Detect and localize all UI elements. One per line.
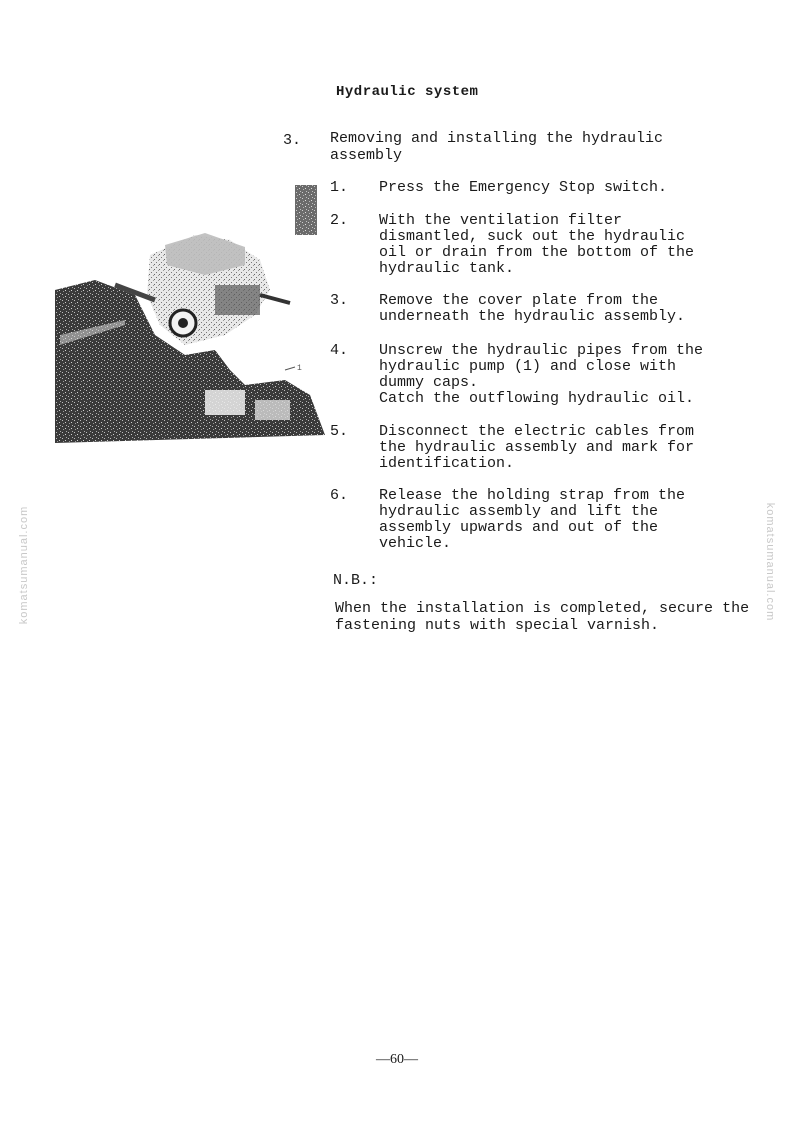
step-number: 1. bbox=[330, 179, 349, 196]
page-number: —60— bbox=[376, 1052, 418, 1067]
step-text: With the ventilation filter dismantled, suck out the hydraulic oil or drain from the bottom of the hydraulic tank. bbox=[379, 212, 695, 277]
step-number: 3. bbox=[330, 292, 349, 309]
heading-number: 3. bbox=[283, 132, 302, 149]
step-number: 4. bbox=[330, 342, 349, 359]
watermark-right: komatsumanual.com bbox=[764, 502, 776, 622]
hydraulic-assembly-photo bbox=[55, 185, 345, 445]
note-label: N.B.: bbox=[333, 572, 379, 589]
note-text: When the installation is completed, secure the fastening nuts with special varnish. bbox=[335, 600, 750, 634]
step-text: Release the holding strap from the hydraulic assembly and lift the assembly upwards and out of the vehicle. bbox=[379, 487, 686, 552]
section-title: Hydraulic system bbox=[336, 84, 479, 100]
step-number: 5. bbox=[330, 423, 349, 440]
step-text: Remove the cover plate from the underneath the hydraulic assembly. bbox=[379, 292, 686, 325]
step-number: 6. bbox=[330, 487, 349, 504]
watermark-left: komatsumanual.com bbox=[18, 505, 30, 625]
heading-text: Removing and installing the hydraulic assembly bbox=[330, 130, 664, 164]
step-text: Press the Emergency Stop switch. bbox=[379, 179, 668, 196]
step-number: 2. bbox=[330, 212, 349, 229]
step-text: Disconnect the electric cables from the hydraulic assembly and mark for identification. bbox=[379, 423, 695, 472]
photo-callout-label: 1 bbox=[297, 364, 302, 373]
step-text: Unscrew the hydraulic pipes from the hydraulic pump (1) and close with dummy caps. Catch the outflowing hydraulic oil. bbox=[379, 342, 704, 407]
